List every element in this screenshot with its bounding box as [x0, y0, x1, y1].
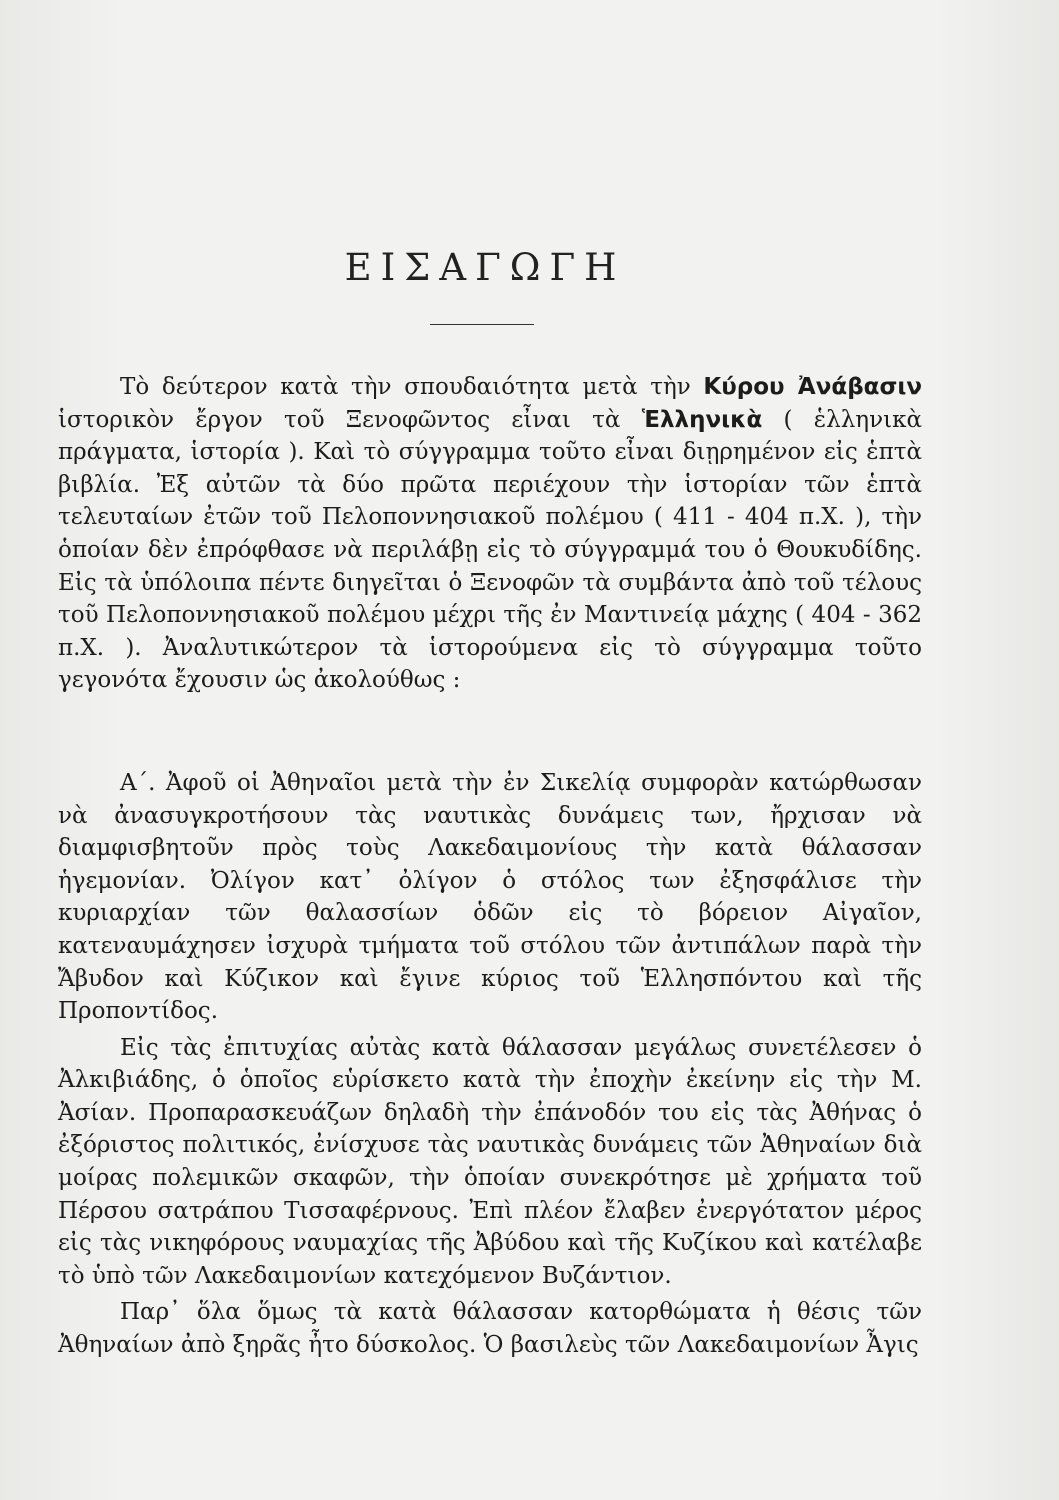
paragraph-alcibiades: [58, 1032, 922, 1293]
document-body: [58, 371, 922, 1362]
bold-term-anabasis: Κύρου Ἀνάβασιν: [703, 374, 922, 400]
paragraph-section-a: [58, 767, 922, 1028]
text-segment: Τὸ δεύτερον κατὰ τὴν σπουδαιότητα μετὰ τὴν: [120, 374, 704, 400]
paragraph-intro: [58, 371, 922, 697]
text-segment: Α΄. Ἀφοῦ οἱ Ἀθηναῖοι μετὰ τὴν ἐν Σικελίᾳ συμφορὰν κατώρθωσαν νὰ ἀνασυγκροτήσουν τὰς ναυτικὰς δυνάμεις των, ἤρχισαν νὰ διαμφισβητοῦν πρὸς τοὺς Λακεδαιμονίους τὴν κατὰ θάλασσαν ἡγεμονίαν. Ὀλίγον κατ᾿ ὀλίγον ὁ στόλος των ἐξησφάλισε τὴν κυριαρχίαν τῶν θαλασσίων ὁδῶν εἰς τὸ βόρειον Αἰγαῖον, κατεναυμάχησεν ἰσχυρὰ τμήματα τοῦ στόλου τῶν ἀντιπάλων παρὰ τὴν Ἄβυδον καὶ Κύζικον καὶ ἔγινε κύριος τοῦ Ἑλλησπόντου καὶ τῆς Προποντίδος.: [58, 769, 922, 1025]
text-segment: ( ἑλληνικὰ πράγματα, ἱστορία ). Καὶ τὸ σύγγραμμα τοῦτο εἶναι διῃρημένον εἰς ἑπτὰ βιβλία. Ἐξ αὐτῶν τὰ δύο πρῶτα περιέχουν τὴν ἱστορίαν τῶν ἑπτὰ τελευταίων ἐτῶν τοῦ Πελοποννησιακοῦ πολέμου ( 411 - 404 π.Χ. ), τὴν ὁποίαν δὲν ἐπρόφθασε νὰ περιλάβῃ εἰς τὸ σύγγραμμά του ὁ Θουκυδίδης. Εἰς τὰ ὑπόλοιπα πέντε διηγεῖται ὁ Ξενοφῶν τὰ συμβάντα ἀπὸ τοῦ τέλους τοῦ Πελοποννησιακοῦ πολέμου μέχρι τῆς ἐν Μαντινείᾳ μάχης ( 404 - 362 π.Χ. ). Ἀναλυτικώτερον τὰ ἱστορούμενα εἰς τὸ σύγγραμμα τοῦτο γεγονότα ἔχουσιν ὡς ἀκολούθως :: [58, 406, 922, 694]
bold-term-hellenica: Ἑλληνικὰ: [641, 406, 763, 433]
paragraph-land-position: [58, 1296, 922, 1361]
title-divider: [430, 324, 534, 325]
text-segment: Παρ᾿ ὅλα ὅμως τὰ κατὰ θάλασσαν κατορθώματα ἡ θέσις τῶν Ἀθηναίων ἀπὸ ξηρᾶς ἦτο δύσκολος. Ὁ βασιλεὺς τῶν Λακεδαιμονίων Ἆγις: [58, 1299, 922, 1359]
text-segment: Εἰς τὰς ἐπιτυχίας αὐτὰς κατὰ θάλασσαν μεγάλως συνετέλεσεν ὁ Ἀλκιβιάδης, ὁ ὁποῖος εὑρίσκετο κατὰ τὴν ἐποχὴν ἐκείνην εἰς τὴν Μ. Ἀσίαν. Προπαρασκευάζων δηλαδὴ τὴν ἐπάνοδόν του εἰς τὰς Ἀθήνας ὁ ἐξόριστος πολιτικός, ἐνίσχυσε τὰς ναυτικὰς δυνάμεις τῶν Ἀθηναίων διὰ μοίρας πολεμικῶν σκαφῶν, τὴν ὁποίαν συνεκρότησε μὲ χρήματα τοῦ Πέρσου σατράπου Τισσαφέρνους. Ἐπὶ πλέον ἔλαβεν ἐνεργότατον μέρος εἰς τὰς νικηφόρους ναυμαχίας τῆς Ἀβύδου καὶ τῆς Κυζίκου καὶ κατέλαβε τὸ ὑπὸ τῶν Λακεδαιμονίων κατεχόμενον Βυζάντιον.: [58, 1034, 922, 1289]
page-title: ΕΙΣΑΓΩΓΗ: [344, 246, 626, 289]
text-segment: ἱστορικὸν ἔργον τοῦ Ξενοφῶντος εἶναι τὰ: [58, 406, 642, 433]
